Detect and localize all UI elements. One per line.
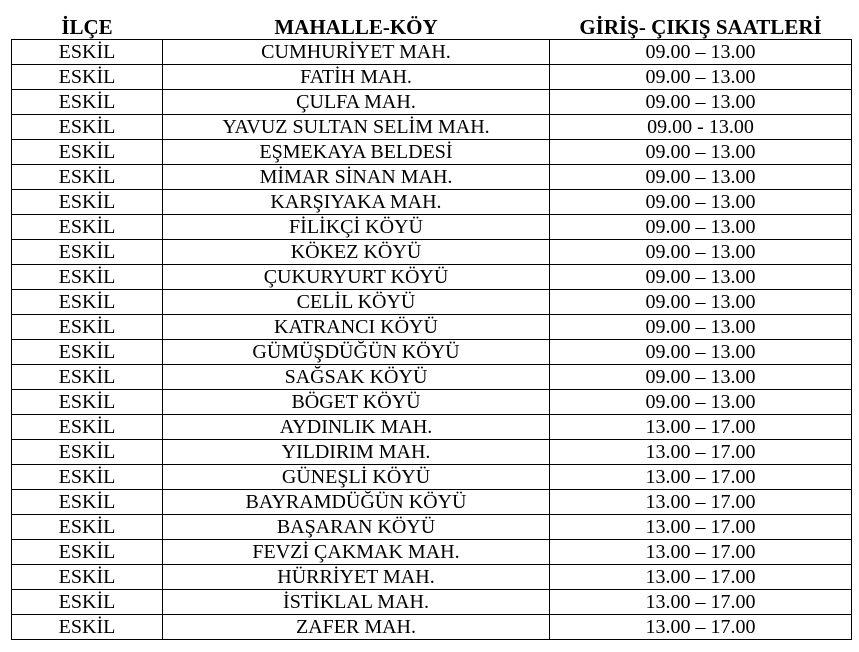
table-row [12,215,852,240]
hours-cell: 09.00 – 13.00 [550,190,852,215]
hours-cell: 09.00 – 13.00 [550,390,852,415]
neighborhood-cell: EŞMEKAYA BELDESİ [163,140,550,165]
table-row [12,515,852,540]
district-cell: ESKİL [12,90,163,115]
neighborhood-cell: BAYRAMDÜĞÜN KÖYÜ [163,490,550,515]
table-body [12,40,852,640]
district-cell: ESKİL [12,615,163,640]
hours-cell: 13.00 – 17.00 [550,540,852,565]
table-row [12,190,852,215]
district-cell: ESKİL [12,40,163,65]
table-row [12,115,852,140]
district-cell: ESKİL [12,440,163,465]
table-row [12,415,852,440]
neighborhood-cell: FATİH MAH. [163,65,550,90]
table-row [12,540,852,565]
neighborhood-cell: BÖGET KÖYÜ [163,390,550,415]
table-row [12,315,852,340]
table-row [12,90,852,115]
neighborhood-cell: AYDINLIK MAH. [163,415,550,440]
table-row [12,140,852,165]
neighborhood-cell: SAĞSAK KÖYÜ [163,365,550,390]
header-hours: GİRİŞ- ÇIKIŞ SAATLERİ [579,15,822,39]
hours-cell: 13.00 – 17.00 [550,465,852,490]
district-cell: ESKİL [12,390,163,415]
hours-cell: 13.00 – 17.00 [550,440,852,465]
district-cell: ESKİL [12,65,163,90]
hours-cell: 09.00 – 13.00 [550,340,852,365]
district-cell: ESKİL [12,290,163,315]
neighborhood-cell: ÇULFA MAH. [163,90,550,115]
neighborhood-cell: FEVZİ ÇAKMAK MAH. [163,540,550,565]
table-row [12,65,852,90]
hours-cell: 09.00 – 13.00 [550,65,852,90]
district-cell: ESKİL [12,515,163,540]
hours-cell: 09.00 – 13.00 [550,265,852,290]
header-row [12,16,852,40]
hours-cell: 09.00 – 13.00 [550,215,852,240]
district-cell: ESKİL [12,540,163,565]
district-cell: ESKİL [12,240,163,265]
neighborhood-cell: KÖKEZ KÖYÜ [163,240,550,265]
schedule-table [11,16,852,640]
district-cell: ESKİL [12,590,163,615]
hours-cell: 13.00 – 17.00 [550,490,852,515]
hours-cell: 13.00 – 17.00 [550,565,852,590]
district-cell: ESKİL [12,165,163,190]
neighborhood-cell: ZAFER MAH. [163,615,550,640]
table-row [12,340,852,365]
table-row [12,165,852,190]
district-cell: ESKİL [12,140,163,165]
table-row [12,390,852,415]
neighborhood-cell: KATRANCI KÖYÜ [163,315,550,340]
schedule-document [11,16,851,640]
neighborhood-cell: İSTİKLAL MAH. [163,590,550,615]
table-row [12,590,852,615]
district-cell: ESKİL [12,265,163,290]
hours-cell: 13.00 – 17.00 [550,415,852,440]
table-row [12,265,852,290]
table-row [12,440,852,465]
district-cell: ESKİL [12,215,163,240]
hours-cell: 09.00 – 13.00 [550,40,852,65]
table-row [12,240,852,265]
table-row [12,490,852,515]
hours-cell: 09.00 - 13.00 [550,115,852,140]
neighborhood-cell: YILDIRIM MAH. [163,440,550,465]
neighborhood-cell: BAŞARAN KÖYÜ [163,515,550,540]
neighborhood-cell: CELİL KÖYÜ [163,290,550,315]
district-cell: ESKİL [12,365,163,390]
table-row [12,290,852,315]
district-cell: ESKİL [12,565,163,590]
neighborhood-cell: GÜMÜŞDÜĞÜN KÖYÜ [163,340,550,365]
hours-cell: 09.00 – 13.00 [550,140,852,165]
neighborhood-cell: ÇUKURYURT KÖYÜ [163,265,550,290]
district-cell: ESKİL [12,190,163,215]
neighborhood-cell: FİLİKÇİ KÖYÜ [163,215,550,240]
table-row [12,615,852,640]
district-cell: ESKİL [12,465,163,490]
hours-cell: 13.00 – 17.00 [550,590,852,615]
table-row [12,465,852,490]
table-header [12,16,852,40]
neighborhood-cell: HÜRRİYET MAH. [163,565,550,590]
hours-cell: 09.00 – 13.00 [550,240,852,265]
neighborhood-cell: CUMHURİYET MAH. [163,40,550,65]
table-row [12,365,852,390]
hours-cell: 13.00 – 17.00 [550,515,852,540]
neighborhood-cell: YAVUZ SULTAN SELİM MAH. [163,115,550,140]
table-row [12,40,852,65]
header-neighborhood: MAHALLE-KÖY [274,15,438,39]
neighborhood-cell: MİMAR SİNAN MAH. [163,165,550,190]
neighborhood-cell: GÜNEŞLİ KÖYÜ [163,465,550,490]
hours-cell: 09.00 – 13.00 [550,165,852,190]
header-district: İLÇE [61,15,113,39]
district-cell: ESKİL [12,340,163,365]
district-cell: ESKİL [12,115,163,140]
hours-cell: 09.00 – 13.00 [550,365,852,390]
hours-cell: 09.00 – 13.00 [550,90,852,115]
district-cell: ESKİL [12,490,163,515]
hours-cell: 13.00 – 17.00 [550,615,852,640]
hours-cell: 09.00 – 13.00 [550,290,852,315]
district-cell: ESKİL [12,415,163,440]
table-row [12,565,852,590]
neighborhood-cell: KARŞIYAKA MAH. [163,190,550,215]
hours-cell: 09.00 – 13.00 [550,315,852,340]
district-cell: ESKİL [12,315,163,340]
